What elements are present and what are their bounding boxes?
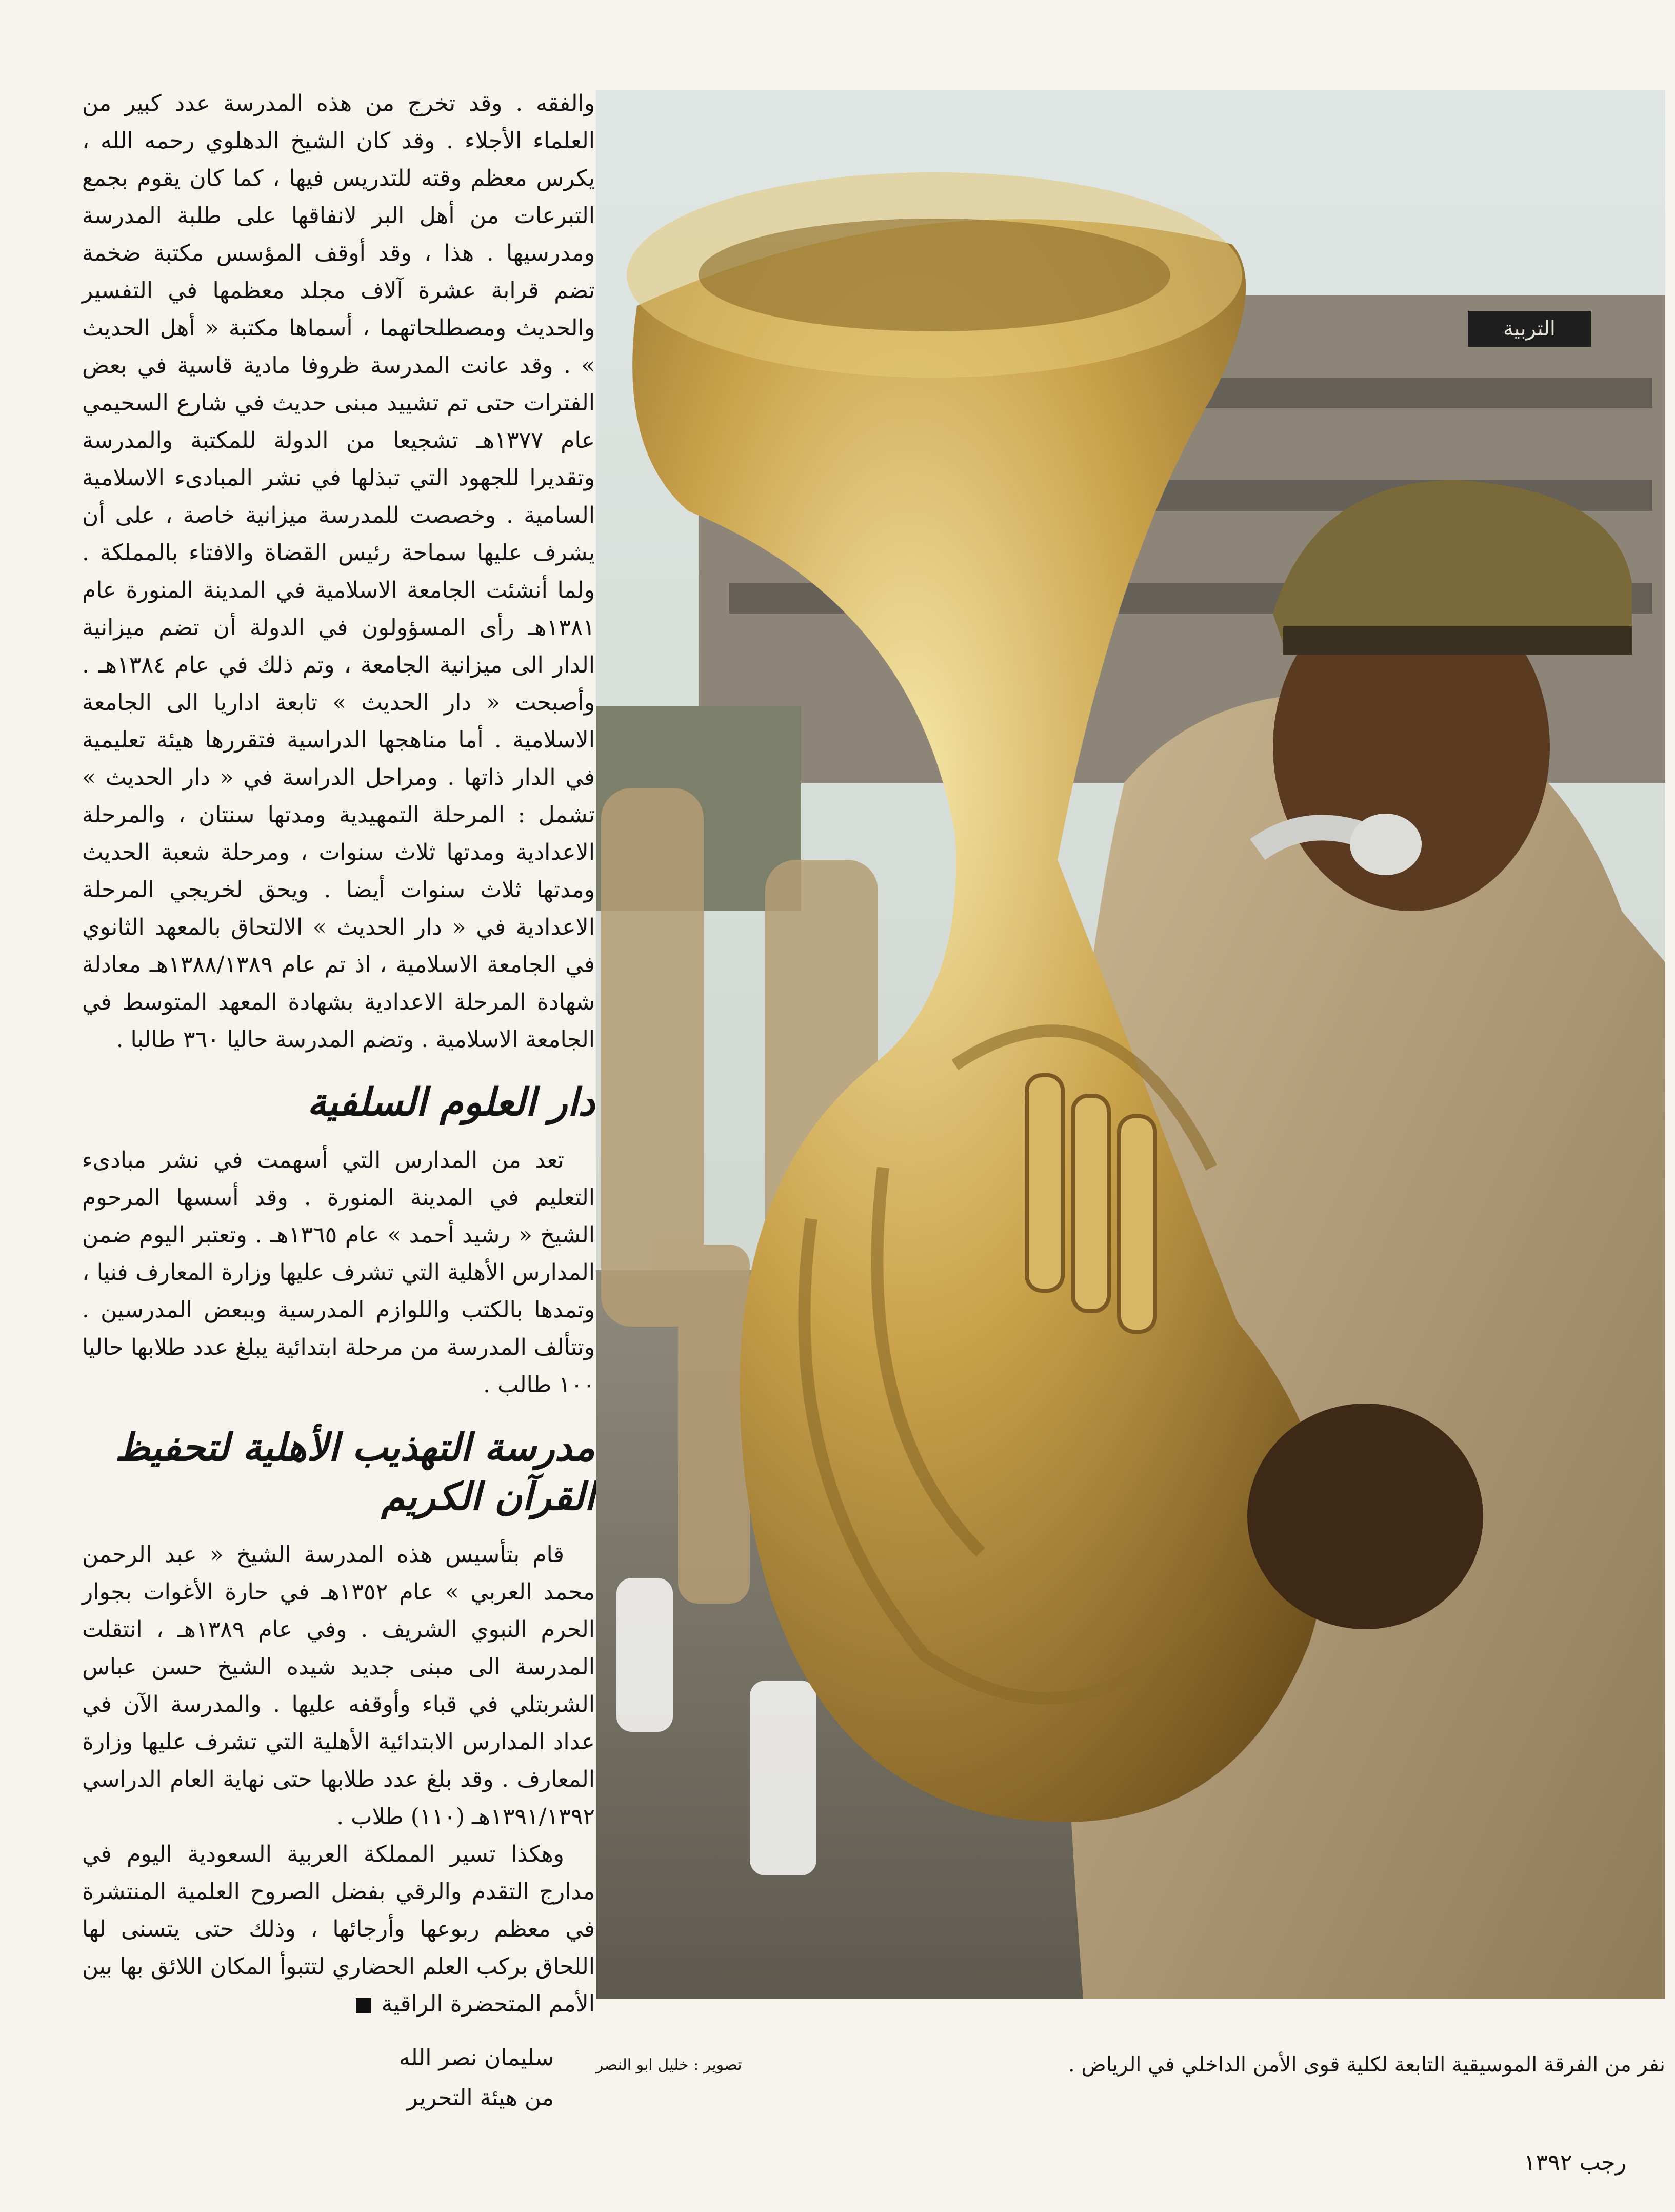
building-sign-text: التربية: [1503, 317, 1556, 341]
author-name: سليمان نصر الله: [398, 2045, 554, 2071]
article-paragraph-3: قام بتأسيس هذه المدرسة الشيخ « عبد الرحمن محمد العربي » عام ١٣٥٢هـ في حارة الأغوات بجوار الحرم النبوي الشريف . وفي عام ١٣٨٩هـ ، انتقلت المدرسة الى مبنى جديد شيده الشيخ حسن عباس الشربتلي في قباء وأوقفه عليها . والمدرسة الآن في عداد المدارس الابتدائية الأهلية التي تشرف عليها وزارة المعارف . وقد بلغ عدد طلابها حتى نهاية العام الدراسي ١٣٩١/١٣٩٢هـ (١١٠) طلاب .: [82, 1542, 595, 1830]
issue-date: رجب ١٣٩٢: [1523, 2149, 1626, 2176]
article-paragraph-4-text: وهكذا تسير المملكة العربية السعودية اليوم في مدارج التقدم والرقي بفضل الصروح العلمية المنتشرة في معظم ربوعها وأرجائها ، وذلك حتى يتسنى لها اللحاق بركب العلم الحضاري لتتبوأ المكان اللائق بها بين الأمم المتحضرة الراقية: [82, 1841, 595, 2017]
section-heading-tahdhib-school: مدرسة التهذيب الأهلية لتحفيظ القرآن الكريم: [115, 1426, 595, 1519]
tuba-player-photo: [596, 90, 1665, 1999]
author-signature: [82, 2038, 595, 2118]
player-hand: [1247, 1404, 1483, 1629]
author-role: من هيئة التحرير: [407, 2085, 554, 2111]
article-paragraph-1: والفقه . وقد تخرج من هذه المدرسة عدد كبير من العلماء الأجلاء . وقد كان الشيخ الدهلوي رحمه الله ، يكرس معظم وقته للتدريس فيها ، كما كان يقوم بجمع التبرعات من أهل البر لانفاقها على طلبة المدرسة ومدرسيها . هذا ، وقد أوقف المؤسس مكتبة ضخمة تضم قرابة عشرة آلاف مجلد معظمها في التفسير والحديث ومصطلحاتهما ، أسماها مكتبة « أهل الحديث » . وقد عانت المدرسة ظروفا مادية قاسية في بعض الفترات حتى تم تشييد مبنى حديث في شارع السحيمي عام ١٣٧٧هـ تشجيعا من الدولة للمكتبة والمدرسة وتقديرا للجهود التي تبذلها في نشر المبادىء الاسلامية السامية . وخصصت للمدرسة ميزانية خاصة ، على أن يشرف عليها سماحة رئيس القضاة والافتاء بالمملكة . ولما أنشئت الجامعة الاسلامية في المدينة المنورة عام ١٣٨١هـ رأى المسؤولون في الدولة أن تضم ميزانية الدار الى ميزانية الجامعة ، وتم ذلك في عام ١٣٨٤هـ . وأصبحت « دار الحديث » تابعة اداريا الى الجامعة الاسلامية . أما مناهجها الدراسية فتقررها هيئة تعليمية في الدار ذاتها . ومراحل الدراسة في « دار الحديث » تشمل : المرحلة التمهيدية ومدتها سنتان ، والمرحلة الاعدادية ومدتها ثلاث سنوات ، ومرحلة شعبة الحديث ومدتها ثلاث سنوات أيضا . ويحق لخريجي المرحلة الاعدادية في « دار الحديث » الالتحاق بالمعهد الثانوي في الجامعة الاسلامية ، اذ تم عام ١٣٨٨/١٣٨٩هـ معادلة شهادة المرحلة الاعدادية بشهادة المعهد المتوسط في الجامعة الاسلامية . وتضم المدرسة حاليا ٣٦٠ طالبا .: [82, 90, 595, 1053]
article-paragraph-4: [82, 1835, 595, 2023]
section-heading-dar-al-uloom: دار العلوم السلفية: [307, 1080, 595, 1124]
article-paragraph-2: تعد من المدارس التي أسهمت في نشر مبادىء التعليم في المدينة المنورة . وقد أسسها المرحوم الشيخ « رشيد أحمد » عام ١٣٦٥هـ . وتعتبر اليوم ضمن المدارس الأهلية التي تشرف عليها وزارة المعارف فنيا ، وتمدها بالكتب واللوازم المدرسية وببعض المدرسين . وتتألف المدرسة من مرحلة ابتدائية يبلغ عدد طلابها حاليا ١٠٠ طالب .: [82, 1147, 595, 1398]
end-of-article-square-icon: [356, 1998, 371, 2013]
photo-credit: تصوير : خليل ابو النصر: [596, 2056, 742, 2074]
photo-illustration: [596, 90, 1665, 1999]
article-column: [82, 85, 595, 2118]
photo-caption: نفر من الفرقة الموسيقية التابعة لكلية قوى الأمن الداخلي في الرياض .: [1068, 2053, 1665, 2077]
